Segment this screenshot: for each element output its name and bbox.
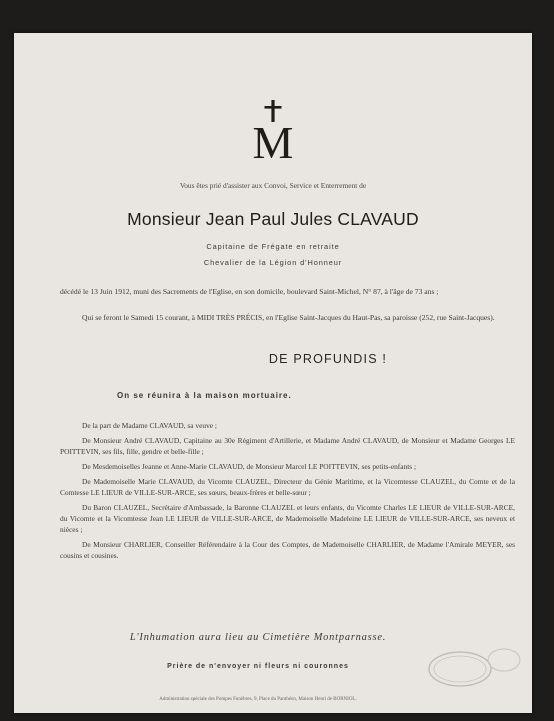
family-item: De Mesdemoiselles Jeanne et Anne-Marie CLAVAUD, de Monsieur Marcel LE POITTEVIN, ses petits-enfants ; — [82, 462, 417, 471]
death-paragraph: décédé le 13 Juin 1912, muni des Sacrements de l'Eglise, en son domicile, boulevard Saint-Michel, N° 87, à l'âge de 73 ans ; — [60, 287, 439, 296]
cross-monogram-icon — [245, 100, 301, 164]
family-item: Du Baron CLAUZEL, Secrétaire d'Ambassade, la Baronne CLAUZEL et leurs enfants, du Vicomte Charles LE LIEUR de VILLE-SUR-ARCE, du Vicomte et la Vicomtesse Jean LE LIEUR de VILLE-SUR-ARCE, de Mademoiselle Madeleine LE LIEUR de VILLE-SUR-ARCE, ses neveux et nièces ; — [60, 503, 515, 534]
funeral-notice-card — [14, 33, 532, 713]
family-item: De Monsieur CHARLIER, Conseiller Référendaire à la Cour des Comptes, de Mademoiselle CHARLIER, de Madame l'Amirale MEYER, ses cousins et cousines. — [60, 540, 515, 560]
cross-monogram — [14, 100, 532, 164]
svg-text:M: M — [252, 117, 294, 164]
oval-stamp — [426, 644, 522, 695]
title-honor: Chevalier de la Légion d'Honneur — [203, 258, 343, 267]
title-rank: Capitaine de Frégate en retraite — [206, 242, 340, 251]
de-profundis: DE PROFUNDIS ! — [268, 352, 388, 366]
service-paragraph: Qui se feront le Samedi 15 courant, à MIDI TRÈS PRÉCIS, en l'Eglise Saint-Jacques du Haut-Pas, sa paroisse (252, rue Saint-Jacques). — [82, 313, 495, 322]
inhumation-line: L'Inhumation aura lieu au Cimetière Montparnasse. — [129, 632, 387, 643]
family-item: De la part de Madame CLAVAUD, sa veuve ; — [82, 421, 217, 430]
family-list — [60, 420, 515, 565]
family-item: De Mademoiselle Marie CLAVAUD, du Vicomte CLAUZEL, Directeur du Génie Maritime, et la Vicomtesse CLAUZEL, du Comte et de la Comtesse LE LIEUR de VILLE-SUR-ARCE, ses sœurs, beaux-frères et belle-sœur ; — [60, 477, 515, 497]
deceased-name: Monsieur Jean Paul Jules CLAVAUD — [127, 209, 419, 229]
family-item: De Monsieur André CLAVAUD, Capitaine au 30e Régiment d'Artillerie, et Madame André CLAVAUD, de Monsieur et Madame Georges LE POITTEVIN, ses fils, fille, gendre et belle-fille ; — [60, 436, 515, 456]
intro-line: Vous êtes prié d'assister aux Convoi, Service et Enterrement de — [179, 181, 367, 190]
flowers-request: Prière de n'envoyer ni fleurs ni couronnes — [167, 663, 349, 670]
printer-imprint: Administration spéciale des Pompes Funèbres, 9, Place du Panthéon, Maison Henri de BORNIOL. — [159, 697, 357, 702]
reunion-line: On se réunira à la maison mortuaire. — [117, 391, 292, 400]
stamp-icon — [426, 644, 522, 690]
